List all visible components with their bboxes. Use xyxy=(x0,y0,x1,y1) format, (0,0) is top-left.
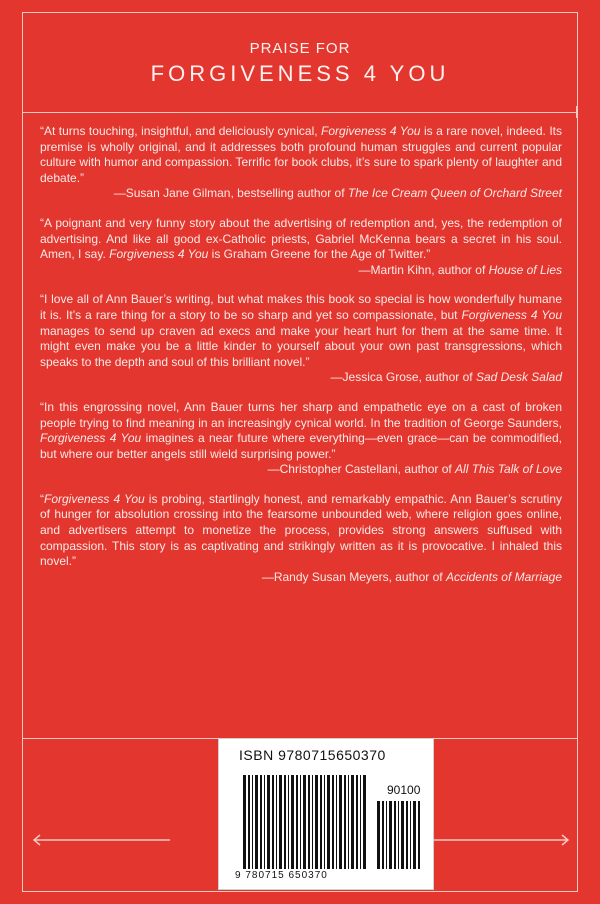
barcode-bar xyxy=(252,775,253,869)
attribution-book-title: All This Talk of Love xyxy=(455,462,562,477)
attribution-author: —Randy Susan Meyers, author of xyxy=(261,569,446,584)
blurb-text xyxy=(40,400,562,462)
barcode-bar xyxy=(312,775,313,869)
blurb-text xyxy=(40,124,562,186)
blurb-quote xyxy=(40,492,562,586)
barcode-digits: 9 780715 650370 xyxy=(235,870,328,881)
blurb-quote xyxy=(40,216,562,278)
barcode-bar xyxy=(264,775,265,869)
barcode-bar xyxy=(351,775,354,869)
price-code: 90100 xyxy=(387,783,421,797)
barcode-bar xyxy=(398,801,399,869)
blurb-quote xyxy=(40,292,562,386)
barcode-bar xyxy=(327,775,330,869)
barcode-bar xyxy=(284,775,286,869)
barcode-bar xyxy=(300,775,301,869)
blurb-text-segment: “I love all of Ann Bauer’s writing, but what makes this book so special is how wonderfully humane it is. It’s a rare thing for a story to be so sharp and yet so compassionate, but xyxy=(40,292,562,322)
attribution-author: —Martin Kihn, author of xyxy=(358,262,489,277)
blurb-text-segment: “ xyxy=(40,491,44,506)
attribution-book-title: House of Lies xyxy=(488,262,562,277)
barcode-bar xyxy=(363,775,366,869)
attribution-book-title: The Ice Cream Queen of Orchard Street xyxy=(347,186,562,201)
praise-header xyxy=(22,40,578,87)
praise-pretitle: PRAISE FOR xyxy=(249,40,351,57)
blurb-quote xyxy=(40,124,562,202)
barcode-bar xyxy=(360,775,361,869)
isbn-label: ISBN 9780715650370 xyxy=(239,747,386,763)
barcode-bar xyxy=(406,801,408,869)
barcode-bar xyxy=(315,775,318,869)
barcode-bar xyxy=(377,801,380,869)
barcode-bar xyxy=(356,775,358,869)
header-rule-tick-right xyxy=(576,106,577,118)
book-title-italic: Forgiveness 4 You xyxy=(44,491,145,506)
barcode-bar xyxy=(336,775,337,869)
blurb-text xyxy=(40,292,562,370)
barcode-bar xyxy=(288,775,289,869)
attribution-author: —Christopher Castellani, author of xyxy=(267,462,456,477)
header-rule xyxy=(22,112,578,113)
barcode-bar xyxy=(339,775,342,869)
blurb-attribution xyxy=(40,263,562,279)
barcode-bar xyxy=(276,775,277,869)
attribution-book-title: Sad Desk Salad xyxy=(475,370,562,385)
header-rule-tick-left xyxy=(22,106,23,118)
barcode-bar xyxy=(418,801,420,869)
blurb-text-segment: imagines a near future where everything—even grace—can be commodified, but where our better angels still wield surprising power.” xyxy=(40,431,562,461)
barcode-bar xyxy=(320,775,322,869)
attribution-author: —Susan Jane Gilman, bestselling author of xyxy=(113,186,348,201)
book-title-italic: Forgiveness 4 You xyxy=(40,431,142,446)
barcode-bar xyxy=(267,775,270,869)
barcode-bar xyxy=(389,801,392,869)
blurb-quote xyxy=(40,400,562,478)
blurb-text-segment: “A poignant and very funny story about the advertising of redemption and, yes, the redemption of advertising. And like all good ex-Catholic priests, Gabriel McKenna bears a secret in his soul. Amen, I say. xyxy=(40,215,562,262)
blurb-text-segment: “In this engrossing novel, Ann Bauer turns her sharp and empathetic eye on a cast of broken people trying to find meaning in an increasingly cynical world. In the tradition of George Saunders, xyxy=(40,399,562,430)
barcode-bar xyxy=(291,775,294,869)
barcode-bar xyxy=(410,801,411,869)
blurb-attribution xyxy=(40,570,562,586)
barcode-bar xyxy=(394,801,396,869)
blurb-text-segment: is probing, startlingly honest, and remarkably empathic. Ann Bauer’s scrutiny of hunger for absolution crossing into the fearsome unbounded web, where religion goes online, and advertisers attempt to monetize the process, provides strong answers suffused with compassion. This story is as captivating and strikingly written as it is provocative. I inhaled this novel.” xyxy=(40,491,562,569)
barcode-bar xyxy=(303,775,306,869)
book-title-italic: Forgiveness 4 You xyxy=(109,247,209,262)
barcode-bar xyxy=(324,775,325,869)
blurb-text xyxy=(40,492,562,570)
barcode-bar xyxy=(260,775,262,869)
barcode-icon xyxy=(243,775,367,869)
blurb-text xyxy=(40,216,562,263)
barcode-bar xyxy=(344,775,346,869)
barcode-bar xyxy=(348,775,349,869)
book-title-italic: Forgiveness 4 You xyxy=(321,124,421,138)
blurb-text-segment: is a rare novel, indeed. Its premise is wholly original, and it addresses both profound human struggles and current popular culture with humor and compassion. Terrific for book clubs, it’s sure to spark plenty of laughter and debate.” xyxy=(40,124,562,185)
blurb-attribution xyxy=(40,186,562,202)
barcode-bar xyxy=(255,775,258,869)
right-arrow-ornament xyxy=(430,834,570,846)
barcode-bar xyxy=(382,801,384,869)
barcode-bar xyxy=(401,801,404,869)
barcode-bar xyxy=(386,801,387,869)
blurb-text-segment: “At turns touching, insightful, and deliciously cynical, xyxy=(40,124,322,138)
barcode-bar xyxy=(279,775,282,869)
blurb-list xyxy=(40,124,562,599)
barcode-bar xyxy=(413,801,416,869)
blurb-text-segment: manages to send up craven ad execs and make your heart hurt for them at the same time. It might even make you be a little kinder to yourself about your own past transgressions, which speaks to the depth and soul of this brilliant novel.” xyxy=(40,323,562,369)
barcode-bar xyxy=(272,775,274,869)
blurb-attribution xyxy=(40,462,562,478)
barcode-bar xyxy=(332,775,334,869)
isbn-barcode-sticker xyxy=(218,738,434,890)
barcode-bar xyxy=(243,775,246,869)
blurb-attribution xyxy=(40,370,562,386)
left-arrow-ornament xyxy=(32,834,172,846)
price-barcode-icon xyxy=(377,801,423,869)
barcode-bar xyxy=(308,775,310,869)
book-title: FORGIVENESS 4 YOU xyxy=(150,61,450,86)
barcode-bar xyxy=(296,775,298,869)
blurb-text-segment: is Graham Greene for the Age of Twitter.” xyxy=(208,247,431,262)
book-title-italic: Forgiveness 4 You xyxy=(461,307,562,322)
attribution-author: —Jessica Grose, author of xyxy=(330,370,476,385)
barcode-bar xyxy=(248,775,250,869)
attribution-book-title: Accidents of Marriage xyxy=(445,569,562,584)
